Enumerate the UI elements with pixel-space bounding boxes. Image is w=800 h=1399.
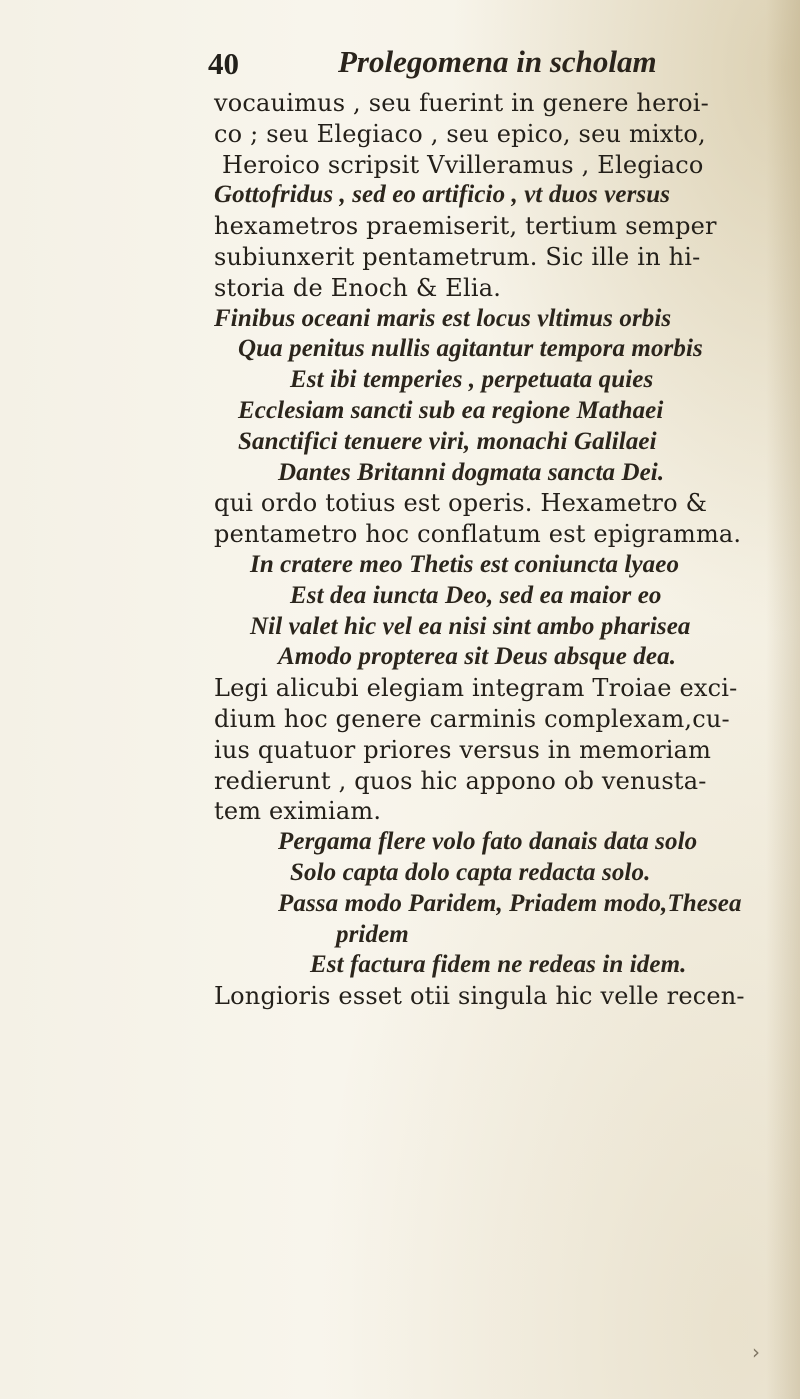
verse-line: Dantes Britanni dogmata sancta Dei. xyxy=(278,458,665,486)
ink-mark: › xyxy=(752,1340,760,1364)
prose-line: co ; seu Elegiaco , seu epico, seu mixto, xyxy=(214,119,706,148)
prose-line: ius quatuor priores versus in memoriam xyxy=(214,735,712,764)
prose-line: Longioris esset otii singula hic velle recen- xyxy=(214,982,745,1011)
verse-line: Finibus oceani maris est locus vltimus orbis xyxy=(214,304,672,332)
verse-line: Qua penitus nullis agitantur tempora morbis xyxy=(238,335,703,363)
prose-line: Heroico scripsit Vvilleramus , Elegiaco xyxy=(222,150,704,179)
verse-line: Nil valet hic vel ea nisi sint ambo pharisea xyxy=(250,612,691,640)
verse-line: Ecclesiam sancti sub ea regione Mathaei xyxy=(238,396,664,424)
verse-line: In cratere meo Thetis est coniuncta lyaeo xyxy=(250,550,680,578)
verse-line: Gottofridus , sed eo artificio , vt duos versus xyxy=(214,181,671,209)
verse-line: Est ibi temperies , perpetuata quies xyxy=(290,366,654,394)
prose-line: storia de Enoch & Elia. xyxy=(214,273,502,302)
verse-line: Amodo propterea sit Deus absque dea. xyxy=(278,643,677,671)
verse-line: Solo capta dolo capta redacta solo. xyxy=(290,858,651,886)
prose-line: vocauimus , seu fuerint in genere heroi- xyxy=(214,89,709,117)
verse-line: Est factura fidem ne redeas in idem. xyxy=(310,951,687,979)
verse-line: Sanctifici tenuere viri, monachi Galilaei xyxy=(238,427,657,455)
prose-line: pentametro hoc conflatum est epigramma. xyxy=(214,520,742,549)
prose-line: qui ordo totius est operis. Hexametro & xyxy=(214,489,708,518)
page-number: 40 xyxy=(208,46,239,81)
prose-line: tem eximiam. xyxy=(214,797,382,826)
running-head: Prolegomena in scholam xyxy=(338,44,657,79)
prose-line: Legi alicubi elegiam integram Troiae exci- xyxy=(214,674,738,703)
prose-line: dium hoc genere carminis complexam,cu- xyxy=(214,704,730,733)
prose-line: subiunxerit pentametrum. Sic ille in hi- xyxy=(214,242,701,271)
text-body xyxy=(214,88,780,1012)
verse-line: pridem xyxy=(336,920,409,948)
verse-line: Est dea iuncta Deo, sed ea maior eo xyxy=(290,581,662,609)
page-header xyxy=(208,40,768,88)
verse-line: Passa modo Paridem, Priadem modo,Thesea xyxy=(278,889,742,917)
verse-line: Pergama flere volo fato danais data solo xyxy=(278,828,698,856)
prose-line: hexametros praemiserit, tertium semper xyxy=(214,212,717,241)
prose-line: redierunt , quos hic appono ob venusta- xyxy=(214,766,707,795)
